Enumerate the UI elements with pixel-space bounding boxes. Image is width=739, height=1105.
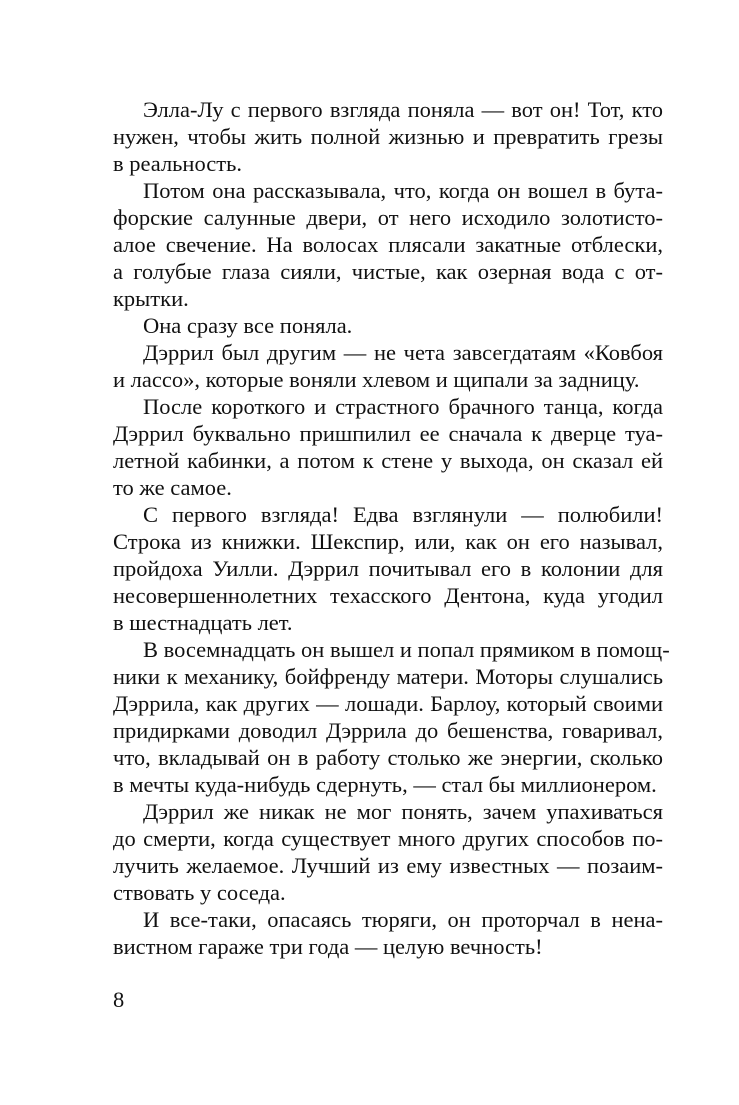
text-line: летной кабинки, а потом к стене у выхода, он сказал ей xyxy=(113,448,663,473)
text-line: а голубые глаза сияли, чистые, как озерная вода с от- xyxy=(113,259,663,284)
text-line: пройдоха Уилли. Дэррил почитывал его в колонии для xyxy=(113,556,663,581)
paragraph xyxy=(113,501,663,636)
text-line: Дэррил был другим — не чета завсегдатаям «Ковбоя xyxy=(143,340,663,365)
text-line: и лассо», которые воняли хлевом и щипали за задницу. xyxy=(113,367,640,392)
paragraph xyxy=(113,636,670,798)
text-line: Строка из книжки. Шекспир, или, как он его называл, xyxy=(113,529,663,554)
paragraph xyxy=(113,312,663,339)
text-line: После короткого и страстного брачного танца, когда xyxy=(143,394,663,419)
paragraph xyxy=(113,906,663,960)
text-line: то же самое. xyxy=(113,475,232,500)
paragraph xyxy=(113,798,663,906)
text-line: что, вкладывай он в работу столько же энергии, сколько xyxy=(113,745,663,770)
text-line: ники к механику, бойфренду матери. Моторы слушались xyxy=(113,664,663,689)
text-line: Дэррил же никак не мог понять, зачем упахиваться xyxy=(143,799,663,824)
paragraph xyxy=(113,96,663,177)
text-line: С первого взгляда! Едва взглянули — полюбили! xyxy=(143,502,663,527)
text-line: алое свечение. На волосах плясали закатные отблески, xyxy=(113,232,663,257)
paragraph xyxy=(113,177,663,312)
body-text xyxy=(113,96,670,960)
page-number: 8 xyxy=(113,987,125,1012)
text-line: в реальность. xyxy=(113,151,242,176)
paragraph xyxy=(113,393,663,501)
text-line: в мечты куда-нибудь сдернуть, — стал бы миллионером. xyxy=(113,772,657,797)
text-line: вистном гараже три года — целую вечность! xyxy=(113,934,543,959)
text-line: Потом она рассказывала, что, когда он вошел в бута- xyxy=(143,178,663,203)
text-line: лучить желаемое. Лучший из ему известных — позаим- xyxy=(113,853,663,878)
text-line: Она сразу все поняла. xyxy=(143,313,353,338)
text-line: В восемнадцать он вышел и попал прямиком в помощ- xyxy=(143,637,670,662)
paragraph xyxy=(113,339,663,393)
text-line: Элла-Лу с первого взгляда поняла — вот он! Тот, кто xyxy=(143,97,663,122)
text-line: несовершеннолетних техасского Дентона, куда угодил xyxy=(113,583,663,608)
text-line: нужен, чтобы жить полной жизнью и превратить грезы xyxy=(113,124,663,149)
text-line: в шестнадцать лет. xyxy=(113,610,293,635)
text-line: И все-таки, опасаясь тюряги, он проторчал в нена- xyxy=(143,907,663,932)
text-line: придирками доводил Дэррила до бешенства, говаривал, xyxy=(113,718,663,743)
text-line: Дэррила, как других — лошади. Барлоу, который своими xyxy=(113,691,663,716)
text-line: Дэррил буквально пришпилил ее сначала к дверце туа- xyxy=(113,421,663,446)
text-line: до смерти, когда существует много других способов по- xyxy=(113,826,663,851)
text-line: форские салунные двери, от него исходило золотисто- xyxy=(113,205,663,230)
text-line: ствовать у соседа. xyxy=(113,880,286,905)
text-line: крытки. xyxy=(113,286,189,311)
